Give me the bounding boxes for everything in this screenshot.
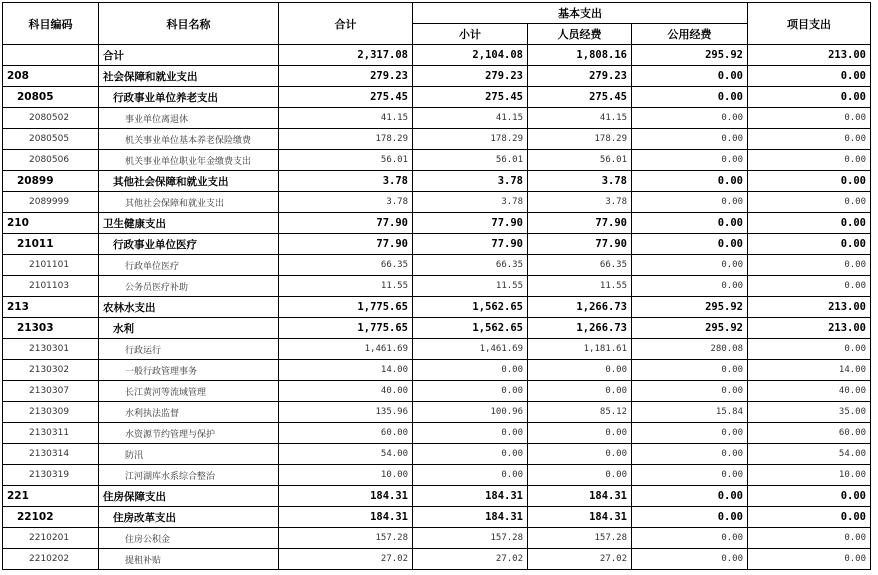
cell-subtotal: 275.45 bbox=[413, 87, 528, 108]
table-row bbox=[3, 108, 871, 129]
cell-project: 0.00 bbox=[748, 108, 871, 129]
cell-personnel: 1,266.73 bbox=[528, 318, 632, 339]
header-basic: 基本支出 bbox=[413, 3, 748, 24]
cell-subtotal: 1,562.65 bbox=[413, 318, 528, 339]
cell-code: 2210202 bbox=[3, 549, 99, 570]
cell-name: 江河湖库水系综合整治 bbox=[99, 465, 279, 486]
cell-total: 1,461.69 bbox=[279, 339, 413, 360]
cell-subtotal: 0.00 bbox=[413, 444, 528, 465]
cell-total: 54.00 bbox=[279, 444, 413, 465]
header-subtotal: 小计 bbox=[413, 24, 528, 45]
cell-personnel: 0.00 bbox=[528, 381, 632, 402]
cell-personnel: 0.00 bbox=[528, 360, 632, 381]
cell-project: 0.00 bbox=[748, 87, 871, 108]
table-row bbox=[3, 423, 871, 444]
cell-code: 210 bbox=[3, 213, 99, 234]
header-code: 科目编码 bbox=[3, 3, 99, 45]
cell-project: 0.00 bbox=[748, 192, 871, 213]
cell-name: 公务员医疗补助 bbox=[99, 276, 279, 297]
cell-project: 54.00 bbox=[748, 444, 871, 465]
cell-project: 0.00 bbox=[748, 549, 871, 570]
table-row bbox=[3, 276, 871, 297]
table-row bbox=[3, 66, 871, 87]
cell-public: 0.00 bbox=[632, 381, 748, 402]
cell-project: 40.00 bbox=[748, 381, 871, 402]
cell-total: 279.23 bbox=[279, 66, 413, 87]
cell-name: 行政单位医疗 bbox=[99, 255, 279, 276]
cell-name: 防汛 bbox=[99, 444, 279, 465]
cell-subtotal: 66.35 bbox=[413, 255, 528, 276]
header-name: 科目名称 bbox=[99, 3, 279, 45]
cell-personnel: 157.28 bbox=[528, 528, 632, 549]
cell-code: 20899 bbox=[3, 171, 99, 192]
cell-public: 295.92 bbox=[632, 318, 748, 339]
cell-public: 0.00 bbox=[632, 549, 748, 570]
table-header bbox=[3, 3, 871, 45]
cell-subtotal: 100.96 bbox=[413, 402, 528, 423]
cell-subtotal: 1,461.69 bbox=[413, 339, 528, 360]
cell-project: 0.00 bbox=[748, 528, 871, 549]
cell-project: 0.00 bbox=[748, 507, 871, 528]
cell-name: 水资源节约管理与保护 bbox=[99, 423, 279, 444]
cell-code: 2101103 bbox=[3, 276, 99, 297]
cell-personnel: 178.29 bbox=[528, 129, 632, 150]
cell-name: 社会保障和就业支出 bbox=[99, 66, 279, 87]
table-row bbox=[3, 549, 871, 570]
cell-code: 2130319 bbox=[3, 465, 99, 486]
cell-public: 0.00 bbox=[632, 234, 748, 255]
cell-public: 0.00 bbox=[632, 129, 748, 150]
cell-total: 77.90 bbox=[279, 213, 413, 234]
cell-total: 2,317.08 bbox=[279, 45, 413, 66]
cell-project: 0.00 bbox=[748, 150, 871, 171]
cell-subtotal: 0.00 bbox=[413, 381, 528, 402]
cell-total: 1,775.65 bbox=[279, 318, 413, 339]
cell-project: 0.00 bbox=[748, 213, 871, 234]
cell-code: 2080506 bbox=[3, 150, 99, 171]
cell-personnel: 1,181.61 bbox=[528, 339, 632, 360]
cell-subtotal: 77.90 bbox=[413, 234, 528, 255]
cell-subtotal: 11.55 bbox=[413, 276, 528, 297]
cell-code: 2101101 bbox=[3, 255, 99, 276]
cell-code bbox=[3, 45, 99, 66]
cell-project: 60.00 bbox=[748, 423, 871, 444]
table-row bbox=[3, 192, 871, 213]
header-project: 项目支出 bbox=[748, 3, 871, 45]
cell-subtotal: 3.78 bbox=[413, 171, 528, 192]
cell-personnel: 41.15 bbox=[528, 108, 632, 129]
cell-subtotal: 3.78 bbox=[413, 192, 528, 213]
cell-personnel: 184.31 bbox=[528, 507, 632, 528]
cell-total: 10.00 bbox=[279, 465, 413, 486]
cell-project: 35.00 bbox=[748, 402, 871, 423]
cell-code: 20805 bbox=[3, 87, 99, 108]
cell-public: 280.08 bbox=[632, 339, 748, 360]
cell-personnel: 66.35 bbox=[528, 255, 632, 276]
cell-public: 0.00 bbox=[632, 423, 748, 444]
cell-total: 40.00 bbox=[279, 381, 413, 402]
cell-code: 2130301 bbox=[3, 339, 99, 360]
cell-subtotal: 279.23 bbox=[413, 66, 528, 87]
cell-project: 213.00 bbox=[748, 45, 871, 66]
cell-name: 机关事业单位职业年金缴费支出 bbox=[99, 150, 279, 171]
cell-code: 2089999 bbox=[3, 192, 99, 213]
cell-subtotal: 184.31 bbox=[413, 507, 528, 528]
cell-code: 2080502 bbox=[3, 108, 99, 129]
cell-total: 11.55 bbox=[279, 276, 413, 297]
header-total: 合计 bbox=[279, 3, 413, 45]
cell-project: 0.00 bbox=[748, 486, 871, 507]
cell-code: 213 bbox=[3, 297, 99, 318]
cell-name: 住房保障支出 bbox=[99, 486, 279, 507]
cell-code: 2130307 bbox=[3, 381, 99, 402]
cell-project: 0.00 bbox=[748, 255, 871, 276]
cell-project: 0.00 bbox=[748, 171, 871, 192]
cell-name: 行政事业单位医疗 bbox=[99, 234, 279, 255]
table-row bbox=[3, 486, 871, 507]
cell-subtotal: 56.01 bbox=[413, 150, 528, 171]
cell-total: 27.02 bbox=[279, 549, 413, 570]
cell-total: 275.45 bbox=[279, 87, 413, 108]
cell-name: 长江黄河等流域管理 bbox=[99, 381, 279, 402]
cell-total: 66.35 bbox=[279, 255, 413, 276]
cell-public: 295.92 bbox=[632, 297, 748, 318]
cell-personnel: 27.02 bbox=[528, 549, 632, 570]
cell-personnel: 279.23 bbox=[528, 66, 632, 87]
cell-project: 0.00 bbox=[748, 66, 871, 87]
table-body bbox=[3, 45, 871, 570]
cell-name: 行政事业单位养老支出 bbox=[99, 87, 279, 108]
budget-expenditure-table bbox=[2, 2, 871, 570]
table-row bbox=[3, 507, 871, 528]
cell-total: 3.78 bbox=[279, 171, 413, 192]
cell-code: 2080505 bbox=[3, 129, 99, 150]
cell-personnel: 275.45 bbox=[528, 87, 632, 108]
table-row bbox=[3, 129, 871, 150]
cell-public: 0.00 bbox=[632, 150, 748, 171]
table-row bbox=[3, 465, 871, 486]
cell-code: 21303 bbox=[3, 318, 99, 339]
cell-project: 0.00 bbox=[748, 129, 871, 150]
cell-personnel: 11.55 bbox=[528, 276, 632, 297]
table-row bbox=[3, 45, 871, 66]
cell-personnel: 77.90 bbox=[528, 213, 632, 234]
budget-table-container bbox=[2, 2, 871, 570]
cell-subtotal: 157.28 bbox=[413, 528, 528, 549]
cell-code: 22102 bbox=[3, 507, 99, 528]
cell-total: 3.78 bbox=[279, 192, 413, 213]
cell-name: 水利 bbox=[99, 318, 279, 339]
cell-project: 213.00 bbox=[748, 318, 871, 339]
cell-personnel: 0.00 bbox=[528, 465, 632, 486]
cell-total: 14.00 bbox=[279, 360, 413, 381]
cell-subtotal: 27.02 bbox=[413, 549, 528, 570]
cell-total: 135.96 bbox=[279, 402, 413, 423]
cell-total: 184.31 bbox=[279, 507, 413, 528]
header-public: 公用经费 bbox=[632, 24, 748, 45]
table-row bbox=[3, 297, 871, 318]
cell-code: 2130302 bbox=[3, 360, 99, 381]
cell-personnel: 3.78 bbox=[528, 171, 632, 192]
cell-total: 157.28 bbox=[279, 528, 413, 549]
cell-project: 10.00 bbox=[748, 465, 871, 486]
cell-public: 0.00 bbox=[632, 507, 748, 528]
cell-personnel: 1,266.73 bbox=[528, 297, 632, 318]
cell-public: 0.00 bbox=[632, 276, 748, 297]
cell-name: 住房公积金 bbox=[99, 528, 279, 549]
cell-name: 其他社会保障和就业支出 bbox=[99, 171, 279, 192]
cell-total: 184.31 bbox=[279, 486, 413, 507]
table-row bbox=[3, 339, 871, 360]
cell-name: 水利执法监督 bbox=[99, 402, 279, 423]
table-row bbox=[3, 444, 871, 465]
cell-project: 0.00 bbox=[748, 339, 871, 360]
cell-public: 0.00 bbox=[632, 255, 748, 276]
cell-name: 机关事业单位基本养老保险缴费 bbox=[99, 129, 279, 150]
cell-public: 0.00 bbox=[632, 528, 748, 549]
cell-personnel: 0.00 bbox=[528, 423, 632, 444]
cell-name: 卫生健康支出 bbox=[99, 213, 279, 234]
table-row bbox=[3, 318, 871, 339]
cell-total: 56.01 bbox=[279, 150, 413, 171]
table-row bbox=[3, 528, 871, 549]
cell-code: 221 bbox=[3, 486, 99, 507]
cell-code: 2210201 bbox=[3, 528, 99, 549]
cell-personnel: 0.00 bbox=[528, 444, 632, 465]
cell-code: 2130314 bbox=[3, 444, 99, 465]
cell-project: 213.00 bbox=[748, 297, 871, 318]
table-row bbox=[3, 360, 871, 381]
cell-public: 15.84 bbox=[632, 402, 748, 423]
cell-code: 2130311 bbox=[3, 423, 99, 444]
cell-personnel: 1,808.16 bbox=[528, 45, 632, 66]
table-row bbox=[3, 150, 871, 171]
cell-public: 0.00 bbox=[632, 171, 748, 192]
cell-project: 0.00 bbox=[748, 276, 871, 297]
cell-name: 事业单位离退休 bbox=[99, 108, 279, 129]
cell-code: 21011 bbox=[3, 234, 99, 255]
cell-personnel: 85.12 bbox=[528, 402, 632, 423]
cell-name: 一般行政管理事务 bbox=[99, 360, 279, 381]
table-row bbox=[3, 87, 871, 108]
cell-subtotal: 77.90 bbox=[413, 213, 528, 234]
cell-name: 提租补贴 bbox=[99, 549, 279, 570]
cell-total: 77.90 bbox=[279, 234, 413, 255]
header-personnel: 人员经费 bbox=[528, 24, 632, 45]
cell-code: 208 bbox=[3, 66, 99, 87]
table-row bbox=[3, 402, 871, 423]
cell-public: 0.00 bbox=[632, 465, 748, 486]
cell-code: 2130309 bbox=[3, 402, 99, 423]
cell-public: 0.00 bbox=[632, 192, 748, 213]
table-row bbox=[3, 255, 871, 276]
cell-total: 178.29 bbox=[279, 129, 413, 150]
cell-name: 行政运行 bbox=[99, 339, 279, 360]
cell-project: 14.00 bbox=[748, 360, 871, 381]
cell-public: 0.00 bbox=[632, 66, 748, 87]
cell-personnel: 184.31 bbox=[528, 486, 632, 507]
cell-public: 0.00 bbox=[632, 486, 748, 507]
cell-total: 1,775.65 bbox=[279, 297, 413, 318]
cell-name: 农林水支出 bbox=[99, 297, 279, 318]
cell-name: 合计 bbox=[99, 45, 279, 66]
cell-name: 住房改革支出 bbox=[99, 507, 279, 528]
cell-name: 其他社会保障和就业支出 bbox=[99, 192, 279, 213]
cell-subtotal: 2,104.08 bbox=[413, 45, 528, 66]
cell-subtotal: 0.00 bbox=[413, 423, 528, 444]
cell-public: 0.00 bbox=[632, 213, 748, 234]
cell-personnel: 3.78 bbox=[528, 192, 632, 213]
table-row bbox=[3, 234, 871, 255]
cell-public: 0.00 bbox=[632, 108, 748, 129]
table-row bbox=[3, 171, 871, 192]
cell-public: 295.92 bbox=[632, 45, 748, 66]
cell-subtotal: 0.00 bbox=[413, 360, 528, 381]
cell-total: 60.00 bbox=[279, 423, 413, 444]
cell-personnel: 77.90 bbox=[528, 234, 632, 255]
cell-public: 0.00 bbox=[632, 444, 748, 465]
cell-subtotal: 184.31 bbox=[413, 486, 528, 507]
cell-subtotal: 1,562.65 bbox=[413, 297, 528, 318]
cell-subtotal: 178.29 bbox=[413, 129, 528, 150]
table-row bbox=[3, 213, 871, 234]
table-row bbox=[3, 381, 871, 402]
cell-subtotal: 0.00 bbox=[413, 465, 528, 486]
cell-total: 41.15 bbox=[279, 108, 413, 129]
cell-project: 0.00 bbox=[748, 234, 871, 255]
cell-personnel: 56.01 bbox=[528, 150, 632, 171]
cell-public: 0.00 bbox=[632, 87, 748, 108]
cell-public: 0.00 bbox=[632, 360, 748, 381]
cell-subtotal: 41.15 bbox=[413, 108, 528, 129]
